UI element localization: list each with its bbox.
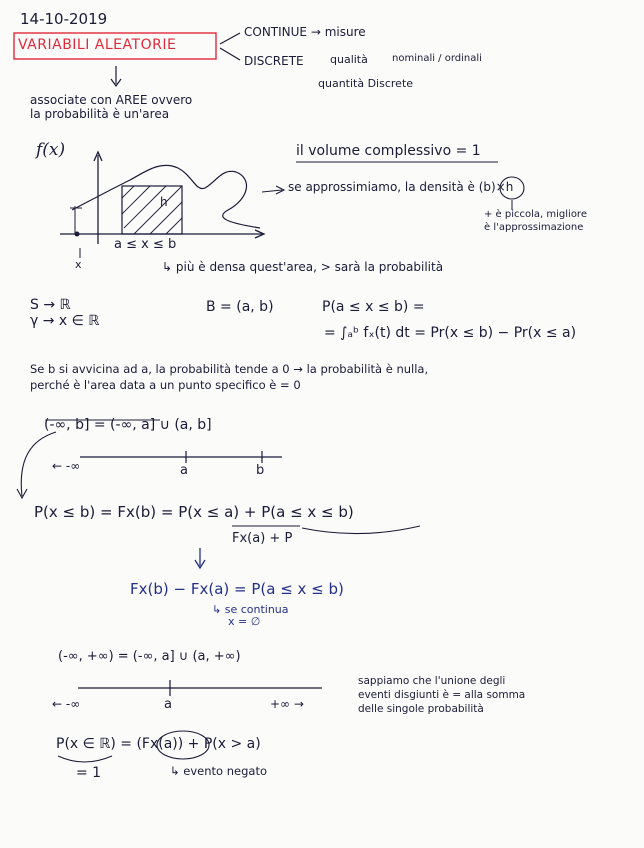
number-line-2 [78,680,322,696]
branch-discrete: DISCRETE [244,54,304,68]
limit-note-1: Se b si avvicina ad a, la probabilità tende a 0 → la probabilità è nulla, [30,362,429,376]
x-label: x [75,258,82,271]
mapping-line-2: γ → x ∈ ℝ [30,313,100,329]
interval-def: B = (a, b) [206,299,274,315]
axis-1-tick-a: a [180,463,188,478]
prob-head: P(a ≤ x ≤ b) = [322,299,425,315]
date: 14-10-2019 [20,10,108,28]
axis-2-left: ← -∞ [52,697,81,711]
axis-2-right: +∞ → [270,697,304,711]
dense-note: ↳ più è densa quest'area, > sarà la probabilità [162,260,444,274]
union-2-equation: (-∞, +∞) = (-∞, a] ∪ (a, +∞) [58,649,241,664]
quant-label: quantità Discrete [318,77,414,90]
axis-1-tick-b: b [256,463,265,478]
intro-line-2: la probabilità è un'area [30,107,170,121]
cdf-equation: P(x ≤ b) = Fx(b) = P(x ≤ a) + P(a ≤ x ≤ b) [34,503,354,521]
final-equals-one: = 1 [76,765,102,781]
interval-label: a ≤ x ≤ b [114,237,177,252]
qual-types: nominali / ordinali [392,53,482,64]
approx-text: se approssimiamo, la densità è (b)×h [288,180,514,194]
cdf-under: Fx(a) + P [232,531,293,546]
disjoint-note-3: delle singole probabilità [358,703,484,715]
intro-line-1: associate con AREE ovvero [30,93,193,107]
axis-1-left: ← -∞ [52,459,81,473]
disjoint-note-2: eventi disgiunti è = alla somma [358,689,526,701]
axis-2-tick-a: a [164,697,172,712]
branch-line-up [220,33,240,44]
cdf-note-1: ↳ se continua [212,603,289,616]
negated-event-note: ↳ evento negato [170,764,267,778]
mapping-line-1: S → ℝ [30,297,71,313]
branch-line-down [220,48,240,60]
limit-note-2: perché è l'area data a un punto specifico è = 0 [30,378,301,392]
integral-eq: = ∫ₐᵇ fₓ(t) dt = Pr(x ≤ b) − Pr(x ≤ a) [324,325,577,341]
page-title: VARIABILI ALEATORIE [18,37,177,53]
number-line-1 [80,451,282,463]
qual-label: qualità [330,53,368,66]
union-1-equation: (-∞, b] = (-∞, a] ∪ (a, b] [44,417,212,433]
final-equation: P(x ∈ ℝ) = (Fx(a)) + P(x > a) [56,736,261,752]
disjoint-note-1: sappiamo che l'unione degli [358,675,506,687]
branch-continue: CONTINUE → misure [244,25,366,39]
cdf-note-2: x = ∅ [228,615,261,628]
volume-text: il volume complessivo = 1 [296,143,481,159]
fx-label: f(x) [36,140,66,160]
small-note-1: + è piccola, migliore [484,209,587,220]
small-note-2: è l'approssimazione [484,222,584,233]
h-label: h [160,195,168,209]
cdf-difference: Fx(b) − Fx(a) = P(a ≤ x ≤ b) [130,580,344,598]
